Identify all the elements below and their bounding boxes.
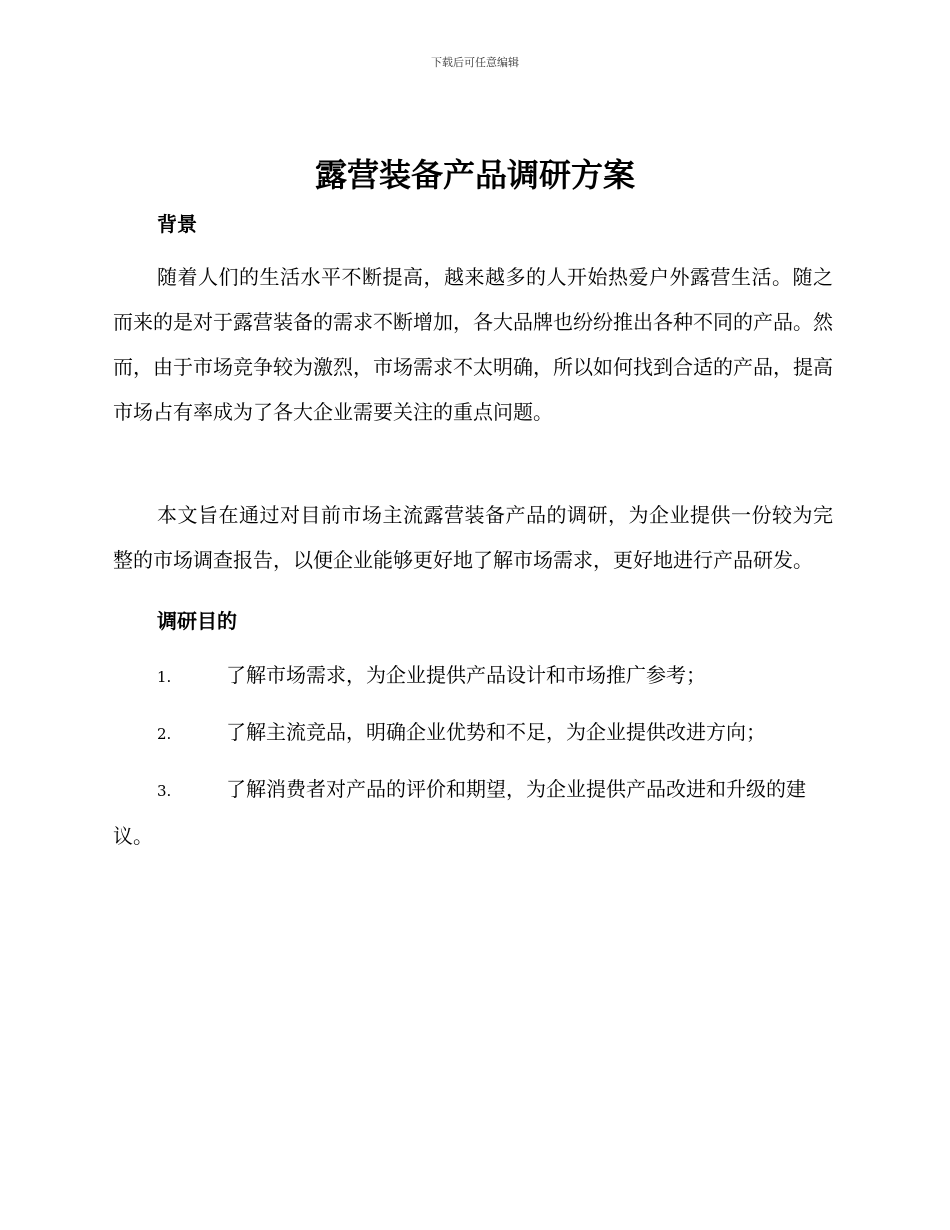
list-item-text: 了解市场需求，为企业提供产品设计和市场推广参考； <box>226 663 706 687</box>
list-item-number: 1. <box>157 668 172 686</box>
list-item <box>113 710 833 757</box>
list-item <box>113 767 833 859</box>
list-item-text: 了解消费者对产品的评价和期望，为企业提供产品改进和升级的建议。 <box>113 777 806 848</box>
page-header-note: 下载后可任意编辑 <box>431 56 519 69</box>
section-heading-purpose: 调研目的 <box>157 609 237 633</box>
list-item-number: 3. <box>157 782 172 800</box>
list-item-number: 2. <box>157 725 172 743</box>
background-paragraph-2: 本文旨在通过对目前市场主流露营装备产品的调研，为企业提供一份较为完整的市场调查报告，以便企业能够更好地了解市场需求，更好地进行产品研发。 <box>113 503 833 572</box>
list-item-text: 了解主流竞品，明确企业优势和不足，为企业提供改进方向； <box>226 720 766 744</box>
list-item <box>113 653 833 700</box>
document-title: 露营装备产品调研方案 <box>314 156 635 194</box>
background-paragraph-1: 随着人们的生活水平不断提高，越来越多的人开始热爱户外露营生活。随之而来的是对于露营装备的需求不断增加，各大品牌也纷纷推出各种不同的产品。然而，由于市场竞争较为激烈，市场需求不太明确，所以如何找到合适的产品，提高市场占有率成为了各大企业需要关注的重点问题。 <box>113 265 833 424</box>
section-heading-background: 背景 <box>157 212 197 236</box>
